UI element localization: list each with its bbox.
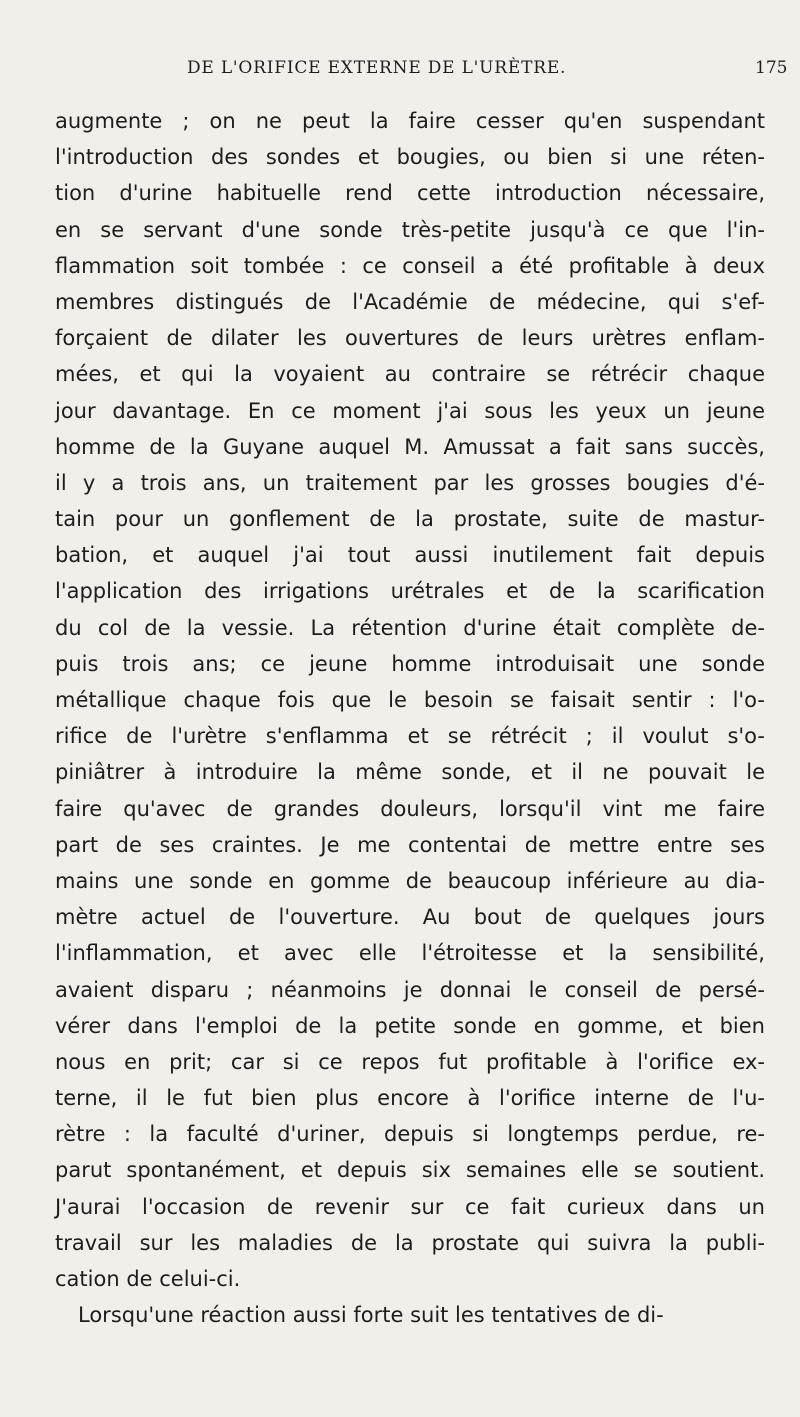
text-line: nous en prit; car si ce repos fut profitable à l'orifice ex- bbox=[55, 1049, 765, 1074]
text-line: puis trois ans; ce jeune homme introduisait une sonde bbox=[55, 651, 765, 676]
page-number: 175 bbox=[755, 58, 788, 78]
text-line: l'application des irrigations urétrales et de la scarification bbox=[55, 579, 765, 604]
text-line: augmente ; on ne peut la faire cesser qu'en suspendant bbox=[55, 109, 765, 133]
text-line: mètre actuel de l'ouverture. Au bout de quelques jours bbox=[55, 905, 765, 930]
running-title: DE L'ORIFICE EXTERNE DE L'URÈTRE. bbox=[187, 58, 567, 78]
text-line: faire qu'avec de grandes douleurs, lorsqu'il vint me faire bbox=[55, 796, 765, 821]
text-line: en se servant d'une sonde très-petite jusqu'à ce que l'in- bbox=[55, 217, 765, 242]
text-line: mains une sonde en gomme de beaucoup inférieure au dia- bbox=[55, 868, 765, 893]
text-line: rifice de l'urètre s'enflamma et se rétrécit ; il voulut s'o- bbox=[55, 724, 765, 749]
text-line: terne, il le fut bien plus encore à l'orifice interne de l'u- bbox=[55, 1086, 765, 1111]
text-line: bation, et auquel j'ai tout aussi inutilement fait depuis bbox=[55, 543, 765, 568]
text-line: tain pour un gonflement de la prostate, suite de mastur- bbox=[55, 507, 765, 532]
text-line: cation de celui-ci. bbox=[55, 1267, 241, 1291]
text-line: tion d'urine habituelle rend cette introduction nécessaire, bbox=[55, 181, 765, 206]
text-line: membres distingués de l'Académie de médecine, qui s'ef- bbox=[55, 289, 765, 314]
running-head bbox=[187, 58, 787, 88]
text-line: piniâtrer à introduire la même sonde, et il ne pouvait le bbox=[55, 760, 765, 785]
text-line: flammation soit tombée : ce conseil a été profitable à deux bbox=[55, 253, 765, 278]
text-line: forçaient de dilater les ouvertures de leurs urètres enflam- bbox=[55, 326, 765, 351]
text-line: jour davantage. En ce moment j'ai sous les yeux un jeune bbox=[55, 398, 765, 423]
text-line: homme de la Guyane auquel M. Amussat a fait sans succès, bbox=[55, 434, 765, 459]
text-line: il y a trois ans, un traitement par les grosses bougies d'é- bbox=[55, 470, 765, 495]
text-line: avaient disparu ; néanmoins je donnai le conseil de persé- bbox=[55, 977, 765, 1002]
text-line: parut spontanément, et depuis six semaines elle se soutient. bbox=[55, 1158, 765, 1183]
text-line: l'introduction des sondes et bougies, ou bien si une réten- bbox=[55, 145, 765, 170]
text-line: Lorsqu'une réaction aussi forte suit les tentatives de di- bbox=[78, 1303, 664, 1328]
text-line: du col de la vessie. La rétention d'urine était complète de- bbox=[55, 615, 765, 640]
text-line: métallique chaque fois que le besoin se faisait sentir : l'o- bbox=[55, 688, 765, 712]
text-line: mées, et qui la voyaient au contraire se rétrécir chaque bbox=[55, 362, 765, 387]
text-line: J'aurai l'occasion de revenir sur ce fait curieux dans un bbox=[55, 1194, 765, 1219]
text-line: travail sur les maladies de la prostate qui suivra la publi- bbox=[55, 1230, 765, 1255]
text-line: part de ses craintes. Je me contentai de mettre entre ses bbox=[55, 832, 765, 857]
body-text bbox=[55, 103, 765, 1333]
text-line: vérer dans l'emploi de la petite sonde en gomme, et bien bbox=[55, 1013, 765, 1038]
text-line: rètre : la faculté d'uriner, depuis si longtemps perdue, re- bbox=[55, 1122, 765, 1147]
text-line: l'inflammation, et avec elle l'étroitesse et la sensibilité, bbox=[55, 941, 765, 966]
